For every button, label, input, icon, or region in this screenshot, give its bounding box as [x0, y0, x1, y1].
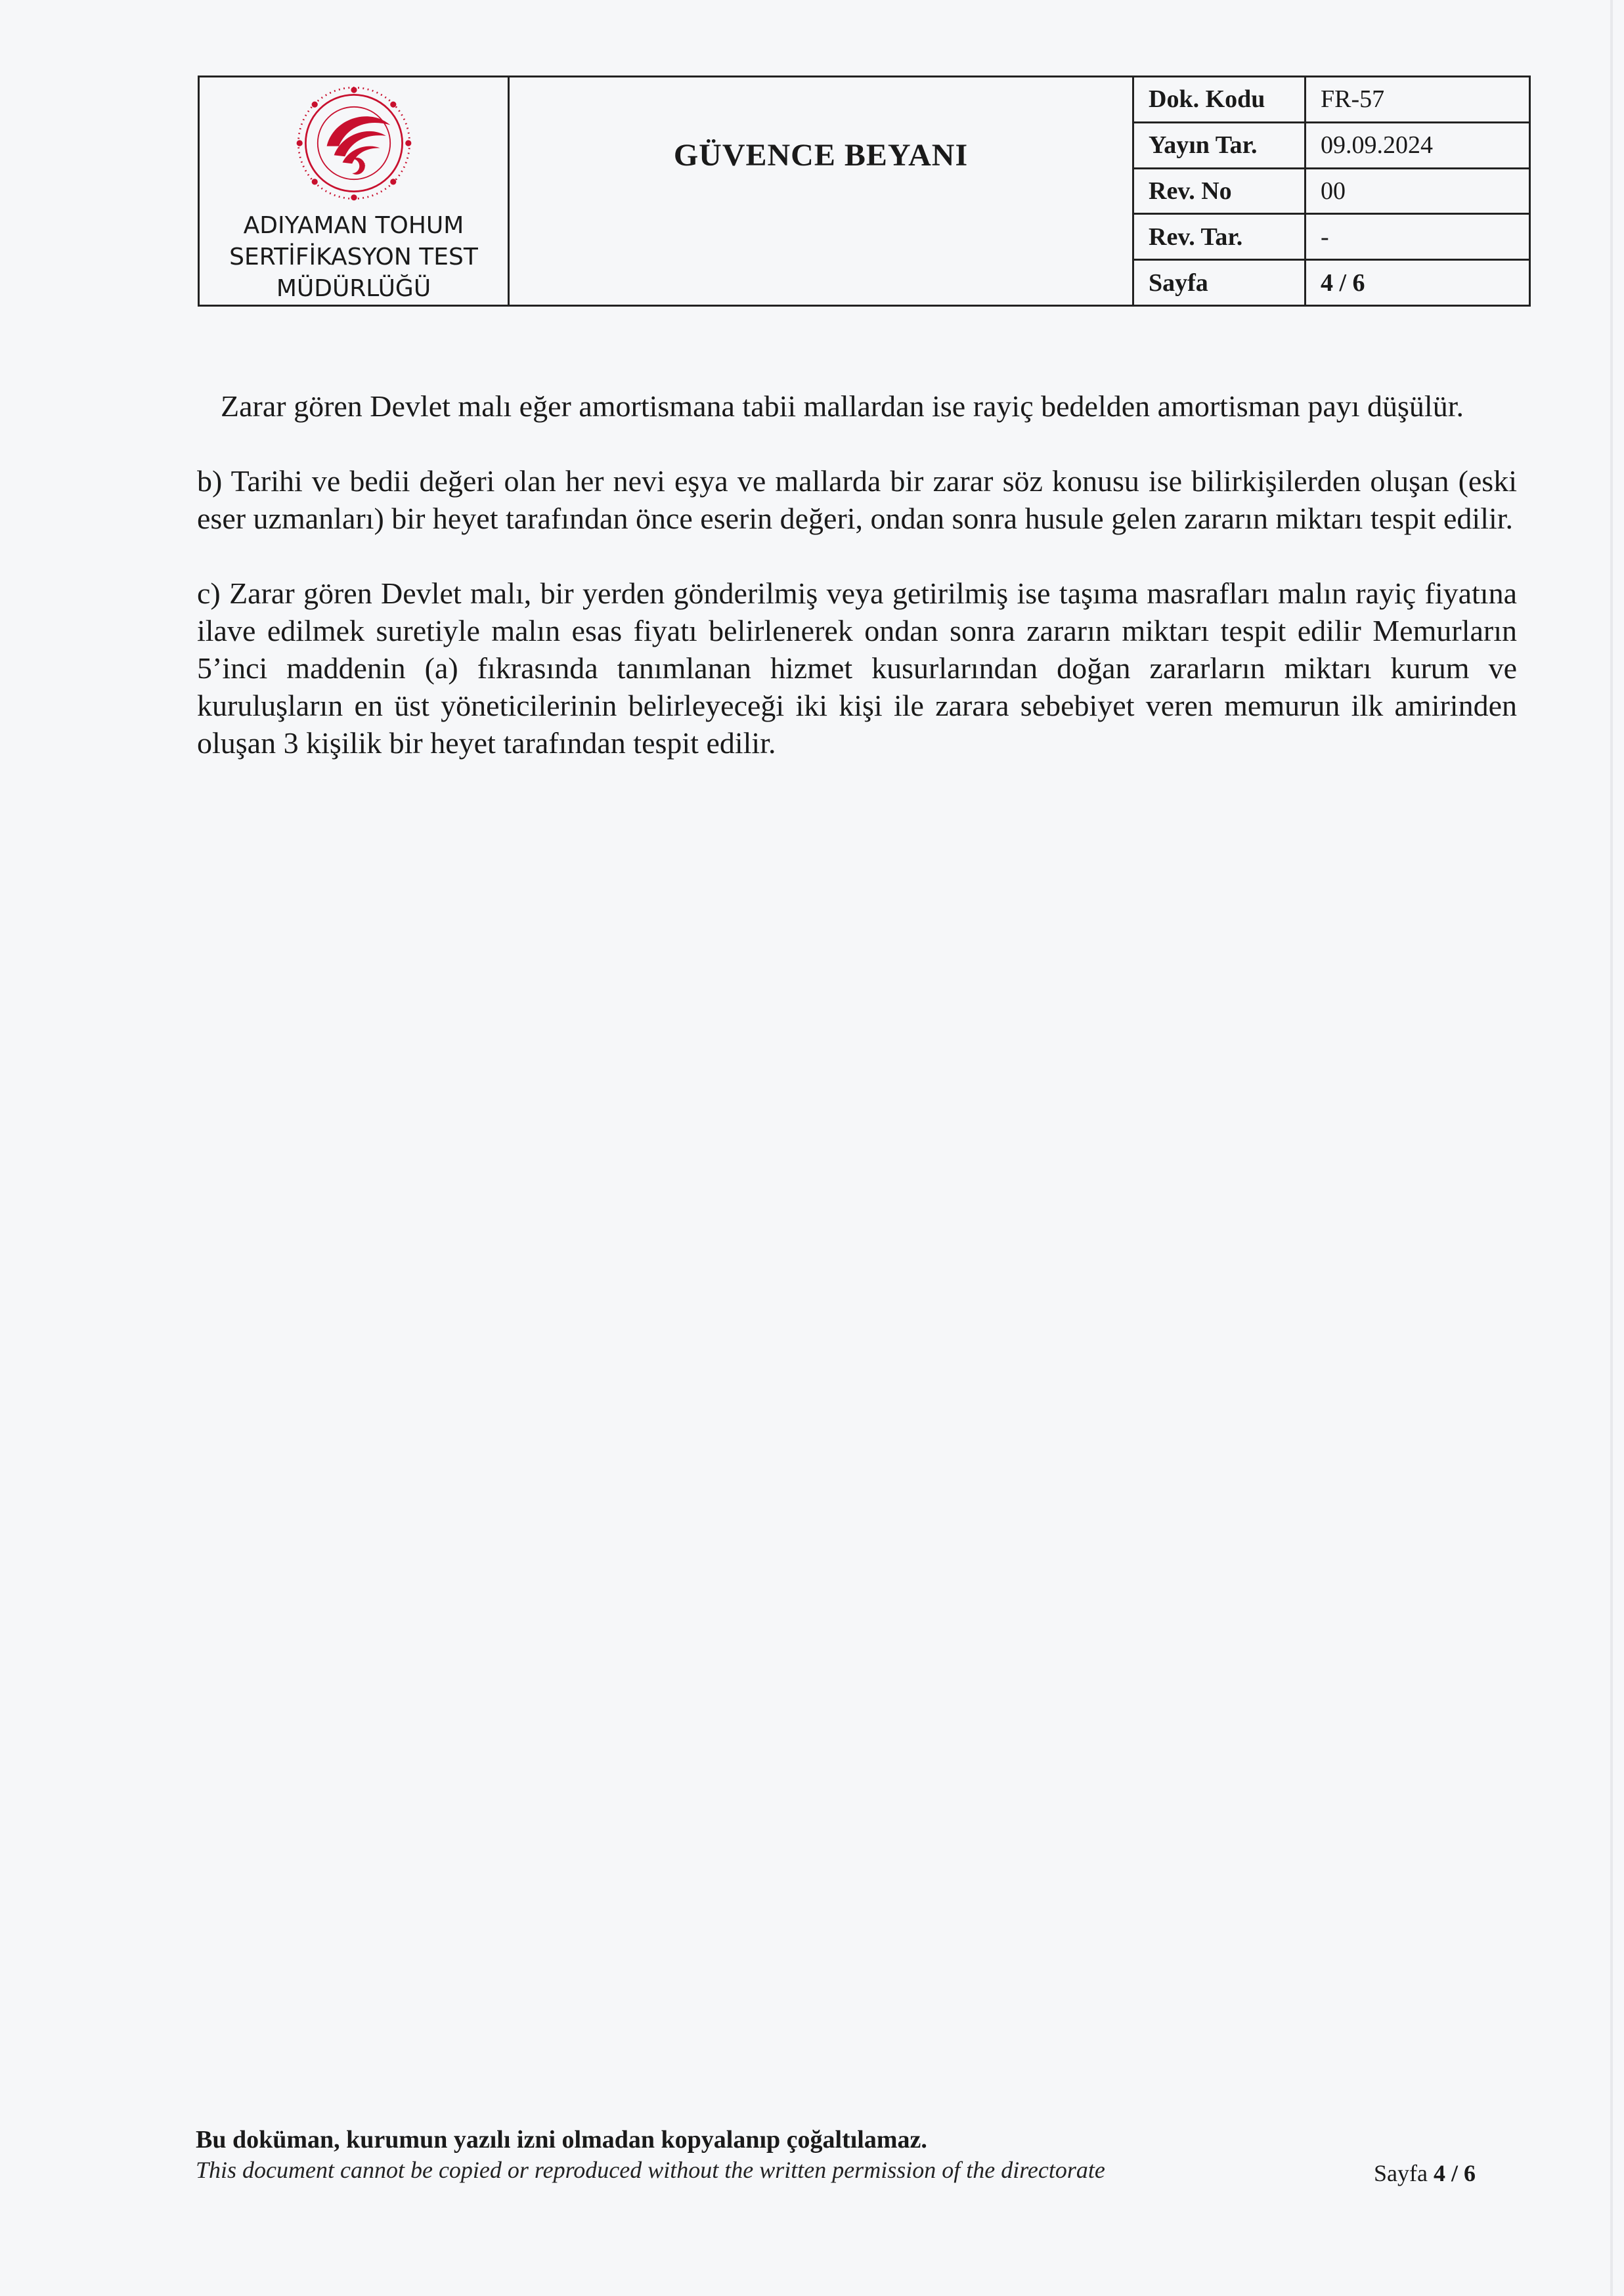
- meta-row-revision-date: [1134, 215, 1529, 261]
- organization-name-line: MÜDÜRLÜĞÜ: [276, 275, 431, 302]
- footer-notice-english: This document cannot be copied or reproduced without the written permission of the directorate: [196, 2157, 1105, 2183]
- meta-row-publish-date: [1134, 123, 1529, 169]
- footer-notice: [196, 2124, 1312, 2184]
- meta-key: Rev. No: [1134, 169, 1306, 213]
- meta-value: 09.09.2024: [1321, 131, 1433, 160]
- meta-value: FR-57: [1321, 85, 1385, 114]
- meta-row-page: [1134, 261, 1529, 305]
- document-header-table: [198, 76, 1531, 307]
- meta-value: 4 / 6: [1321, 269, 1365, 297]
- meta-row-revision-no: [1134, 169, 1529, 215]
- footer-notice-turkish: Bu doküman, kurumun yazılı izni olmadan kopyalanıp çoğaltılamaz.: [196, 2126, 927, 2154]
- document-title: GÜVENCE BEYANI: [673, 137, 969, 173]
- body-paragraph: c) Zarar gören Devlet malı, bir yerden gönderilmiş veya getirilmiş ise taşıma masrafları malın rayiç fiyatına ilave edilmek suretiyle malın esas fiyatı belirlenerek ondan sonra zararın miktarı tespit edilir Memurların 5’inci maddenin (a) fıkrasında tanımlanan hizmet kusurlarından doğan zararların miktarı kurum ve kuruluşların en üst yöneticilerinin belirleyeceği iki kişi ile zarara sebebiyet veren memurun ilk amirinden oluşan 3 kişilik bir heyet tarafından tespit edilir.: [197, 576, 1517, 760]
- organization-name-line: ADIYAMAN TOHUM: [243, 212, 464, 239]
- meta-value: -: [1321, 223, 1329, 251]
- title-cell: [510, 77, 1134, 305]
- meta-row-doc-code: [1134, 77, 1529, 123]
- meta-key: Dok. Kodu: [1134, 77, 1306, 121]
- document-body: [197, 387, 1517, 799]
- body-paragraph: Zarar gören Devlet malı eğer amortismana tabii mallardan ise rayiç bedelden amortisman payı düşülür.: [221, 389, 1464, 423]
- footer-page-number: [1374, 2159, 1476, 2188]
- footer-page-label: Sayfa: [1374, 2160, 1428, 2186]
- ministry-emblem-icon: [278, 83, 429, 204]
- body-paragraph: b) Tarihi ve bedii değeri olan her nevi eşya ve mallarda bir zarar söz konusu ise bilirkişilerden oluşan (eski eser uzmanları) bir heyet tarafından önce eserin değeri, ondan sonra husule gelen zararın miktarı tespit edilir.: [197, 464, 1517, 535]
- meta-key: Yayın Tar.: [1134, 123, 1306, 167]
- meta-key: Sayfa: [1134, 261, 1306, 305]
- organization-name: [229, 210, 478, 305]
- meta-value: 00: [1321, 177, 1346, 205]
- organization-name-line: SERTİFİKASYON TEST: [229, 244, 478, 271]
- document-meta-table: [1134, 77, 1529, 305]
- organization-cell: [200, 77, 510, 305]
- scan-edge-divider: [1610, 0, 1613, 2296]
- footer-page-value: 4 / 6: [1433, 2160, 1476, 2186]
- meta-key: Rev. Tar.: [1134, 215, 1306, 259]
